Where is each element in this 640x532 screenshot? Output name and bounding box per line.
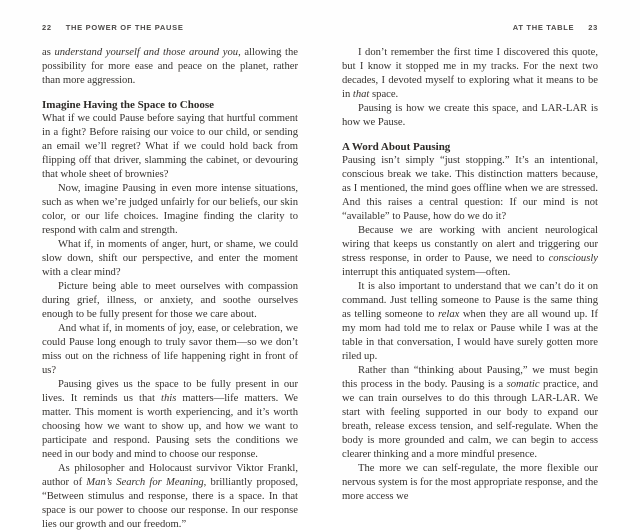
body-paragraph: Pausing gives us the space to be fully present in our lives. It reminds us that this matters—life matters. We matter. This moment is worth experiencing, and it’s worth choosing how we want to show up, and how we want to participate and respond. Pausing sets the conditions we need in our body and mind to choose our response. — [42, 379, 299, 460]
left-page-number: 22 — [42, 23, 52, 32]
left-page-header — [42, 23, 298, 32]
left-page-body — [42, 46, 298, 532]
left-running-head: THE POWER OF THE PAUSE — [65, 23, 184, 32]
right-running-head: AT THE TABLE — [512, 23, 575, 32]
italic-phrase: consciously — [548, 253, 598, 264]
right-page — [342, 0, 598, 502]
italic-phrase: Man’s Search for Meaning — [86, 477, 204, 488]
italic-phrase: relax — [437, 309, 460, 320]
body-paragraph: And what if, in moments of joy, ease, or celebration, we could Pause long enough to truly savor them—so we don’t miss out on the richness of life happening right in front of us? — [42, 323, 298, 376]
right-page-number: 23 — [588, 23, 598, 32]
body-paragraph: It is also important to understand that we can’t do it on command. Just telling someone to Pause is the same thing as telling someone to relax when they are all wound up. If my mom had told me to relax or Pause while I was at the table in that conversation, I would have surely gotten more riled up. — [342, 281, 598, 362]
body-paragraph: I don’t remember the first time I discovered this quote, but I know it stopped me in my tracks. For the next two decades, I devoted myself to exploring what it means to be in that space. — [342, 47, 598, 100]
body-paragraph: The more we can self-regulate, the more flexible our nervous system is for the most appropriate response, and the more access we — [342, 463, 598, 502]
body-paragraph: Picture being able to meet ourselves with compassion during grief, illness, or anxiety, and soothe ourselves enough to be fully present for those we care about. — [42, 281, 298, 320]
italic-phrase: this — [161, 393, 177, 404]
body-paragraph: As philosopher and Holocaust survivor Viktor Frankl, author of Man’s Search for Meaning, brilliantly proposed, “Between stimulus and response, there is a space. In that space is our power to choose our response. In our response lies our growth and our freedom.” — [42, 463, 298, 530]
right-page-body — [342, 46, 598, 504]
body-paragraph: Pausing is how we create this space, and LAR-LAR is how we Pause. — [342, 103, 598, 128]
italic-phrase: understand yourself and those around you — [54, 47, 239, 58]
body-paragraph: as understand yourself and those around you, allowing the possibility for more ease and peace on the planet, rather than more aggression. — [42, 47, 298, 86]
body-paragraph: What if we could Pause before saying that hurtful comment in a fight? Before raising our voice to our child, or sending an email we’ll regret? What if we could hold back from flipping off that driver, slamming the cabinet, or devouring that whole sheet of brownies? — [42, 113, 298, 180]
section-heading: Imagine Having the Space to Choose — [42, 99, 215, 111]
body-paragraph: Pausing isn’t simply “just stopping.” It’s an intentional, conscious break we take. This distinction matters because, as I mentioned, the mind goes offline when we are stressed. And this raises a central question: If our mind is not “available” to Pause, how do we do it? — [342, 155, 598, 222]
body-paragraph: Because we are working with ancient neurological wiring that keeps us constantly on alert and triggering our stress response, in order to Pause, we need to consciously interrupt this antiquated system—often. — [342, 225, 598, 278]
body-paragraph: Now, imagine Pausing in even more intense situations, such as when we’re judged unfairly for our beliefs, our skin color, or our life choices. Imagine finding the clarity to respond with calm and strength. — [42, 183, 298, 236]
section-heading: A Word About Pausing — [342, 141, 451, 153]
body-paragraph: Rather than “thinking about Pausing,” we must begin this process in the body. Pausing is a somatic practice, and we can train ourselves to do this through LAR-LAR. We start with feeling supported in our body to expand our breath, release excess tension, and self-regulate. When the body is more grounded and calm, we can begin to access clearer thinking and a more mindful presence. — [342, 365, 598, 460]
italic-phrase: somatic — [506, 379, 540, 390]
body-paragraph: What if, in moments of anger, hurt, or shame, we could slow down, shift our perspective, and enter the moment with a clear mind? — [42, 239, 298, 278]
left-page — [42, 0, 299, 530]
right-page-header — [342, 23, 598, 32]
italic-phrase: that — [352, 89, 370, 100]
